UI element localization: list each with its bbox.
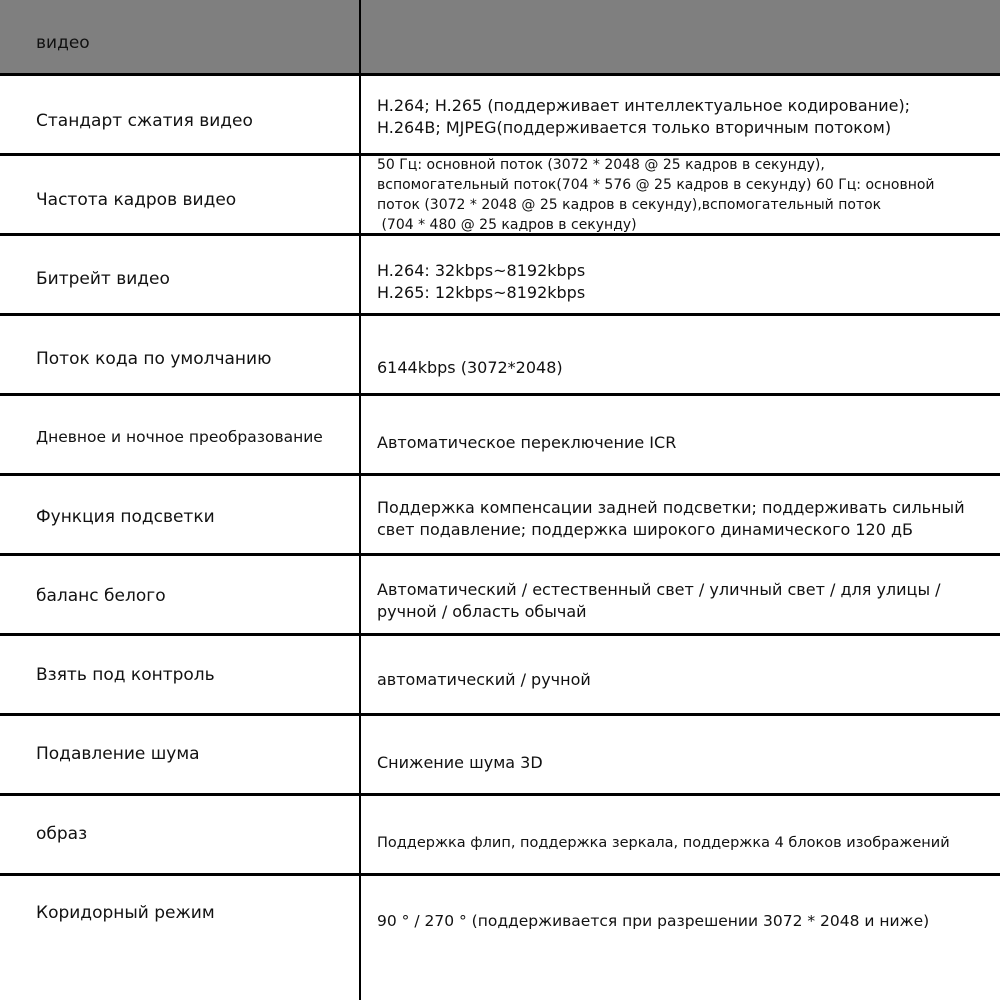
- table-row: [0, 556, 1000, 636]
- row-label: Функция подсветки: [36, 507, 215, 527]
- row-value: Автоматический / естественный свет / уличный свет / для улицы / ручной / область обычай: [377, 580, 941, 621]
- row-value: H.264; H.265 (поддерживает интеллектуальное кодирование); H.264B; MJPEG(поддерживается только вторичным потоком): [377, 96, 911, 137]
- row-value: 90 ° / 270 ° (поддерживается при разрешении 3072 * 2048 и ниже): [377, 912, 930, 930]
- table-row: [0, 716, 1000, 796]
- row-value: автоматический / ручной: [377, 670, 591, 689]
- row-label: баланс белого: [36, 586, 166, 606]
- row-label: образ: [36, 824, 88, 844]
- row-label: Дневное и ночное преобразование: [36, 428, 323, 446]
- row-value: 6144kbps (3072*2048): [377, 358, 563, 377]
- row-value: Поддержка компенсации задней подсветки; поддерживать сильный свет подавление; поддержка широкого динамического 120 дБ: [377, 498, 965, 539]
- row-label: Взять под контроль: [36, 665, 215, 685]
- table-row: [0, 876, 1000, 1000]
- row-value: Снижение шума 3D: [377, 753, 543, 772]
- header-label: видео: [36, 33, 90, 53]
- table-row: [0, 316, 1000, 396]
- row-label: Частота кадров видео: [36, 190, 237, 210]
- table-row: [0, 396, 1000, 476]
- row-label: Поток кода по умолчанию: [36, 349, 272, 369]
- table-row: [0, 76, 1000, 156]
- table-header-row: [0, 0, 1000, 76]
- row-value: H.264: 32kbps~8192kbps H.265: 12kbps~8192kbps: [377, 261, 586, 302]
- row-label: Коридорный режим: [36, 903, 215, 923]
- row-label: Стандарт сжатия видео: [36, 111, 253, 131]
- row-value: Поддержка флип, поддержка зеркала, поддержка 4 блоков изображений: [377, 835, 950, 851]
- table-row: [0, 636, 1000, 716]
- table-row: [0, 236, 1000, 316]
- row-value: Автоматическое переключение ICR: [377, 433, 677, 452]
- column-divider: [359, 0, 361, 1000]
- table-row: [0, 156, 1000, 236]
- row-label: Битрейт видео: [36, 269, 170, 289]
- table-row: [0, 476, 1000, 556]
- table-row: [0, 796, 1000, 876]
- row-label: Подавление шума: [36, 744, 200, 764]
- row-value: 50 Гц: основной поток (3072 * 2048 @ 25 кадров в секунду), вспомогательный поток(704 * 576 @ 25 кадров в секунду) 60 Гц: основной поток (3072 * 2048 @ 25 кадров в секунду),вспомогательный поток (704 * 480 @ 25 кадров в секунду): [377, 157, 935, 233]
